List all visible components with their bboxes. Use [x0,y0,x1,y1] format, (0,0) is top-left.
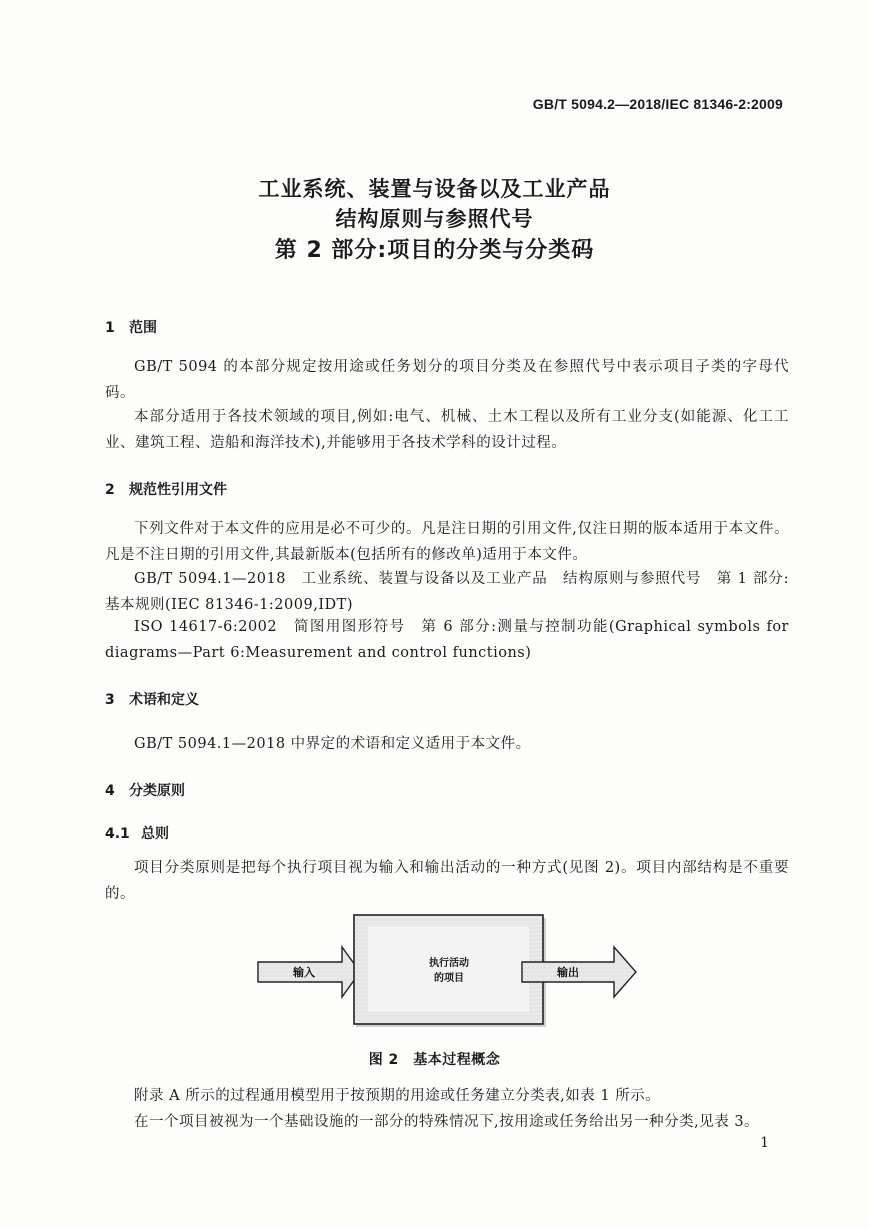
section-4-1-paragraph-1: 项目分类原则是把每个执行项目视为输入和输出活动的一种方式(见图 2)。项目内部结构是不重要的。 [105,860,789,902]
box-label-line-2: 的项目 [434,973,464,984]
output-label: 输出 [557,966,579,979]
section-1-paragraph-2: 本部分适用于各技术领域的项目,例如:电气、机械、土木工程以及所有工业分支(如能源、化工工业、建筑工程、造船和海洋技术),并能够用于各技术学科的设计过程。 [105,409,789,451]
box-label-line-1: 执行活动 [429,958,469,969]
section-1-paragraph-1: GB/T 5094 的本部分规定按用途或任务划分的项目分类及在参照代号中表示项目子类的字母代码。 [105,359,789,401]
section-4-1-heading [105,823,169,843]
section-3-heading [105,689,199,709]
figure-caption: 图 2 基本过程概念 [368,1052,501,1068]
section-number: 4.1 [105,826,130,842]
closing-paragraph-1: 附录 A 所示的过程通用模型用于按预期的用途或任务建立分类表,如表 1 所示。 [134,1088,661,1104]
section-3-paragraph-1: GB/T 5094.1—2018 中界定的术语和定义适用于本文件。 [134,736,531,752]
section-2-heading [105,479,227,499]
closing-paragraph-2: 在一个项目被视为一个基础设施的一部分的特殊情况下,按用途或任务给出另一种分类,见表 3。 [134,1114,760,1130]
section-2-reference-2: ISO 14617-6:2002 简图用图形符号 第 6 部分:测量与控制功能(Graphical symbols for diagrams—Part 6:Measurement and control functions) [105,619,789,661]
section-title: 总则 [141,826,169,842]
process-concept-figure [256,910,640,1030]
standard-code: GB/T 5094.2—2018/IEC 81346-2:2009 [532,96,783,112]
item-box-inner [368,927,529,1012]
page-number: 1 [760,1135,769,1151]
title-line-2: 结构原则与参照代号 [335,207,534,231]
section-4-heading [105,780,185,800]
title-line-1: 工业系统、装置与设备以及工业产品 [258,177,611,201]
section-number: 3 [105,692,115,708]
section-1-heading [105,317,157,337]
section-number: 2 [105,482,115,498]
section-2-reference-1: GB/T 5094.1—2018 工业系统、装置与设备以及工业产品 结构原则与参照代号 第 1 部分:基本规则(IEC 81346-1:2009,IDT) [105,571,789,613]
section-number: 4 [105,783,115,799]
section-title: 范围 [129,320,157,336]
section-title: 分类原则 [129,783,185,799]
document-title [0,174,869,268]
input-label: 输入 [293,966,315,979]
section-2-paragraph-1: 下列文件对于本文件的应用是必不可少的。凡是注日期的引用文件,仅注日期的版本适用于本文件。凡是不注日期的引用文件,其最新版本(包括所有的修改单)适用于本文件。 [105,521,789,563]
figure-drawing [256,910,640,1030]
title-line-3: 第 2 部分:项目的分类与分类码 [274,238,595,263]
section-number: 1 [105,320,115,336]
section-title: 规范性引用文件 [129,482,227,498]
section-title: 术语和定义 [129,692,199,708]
